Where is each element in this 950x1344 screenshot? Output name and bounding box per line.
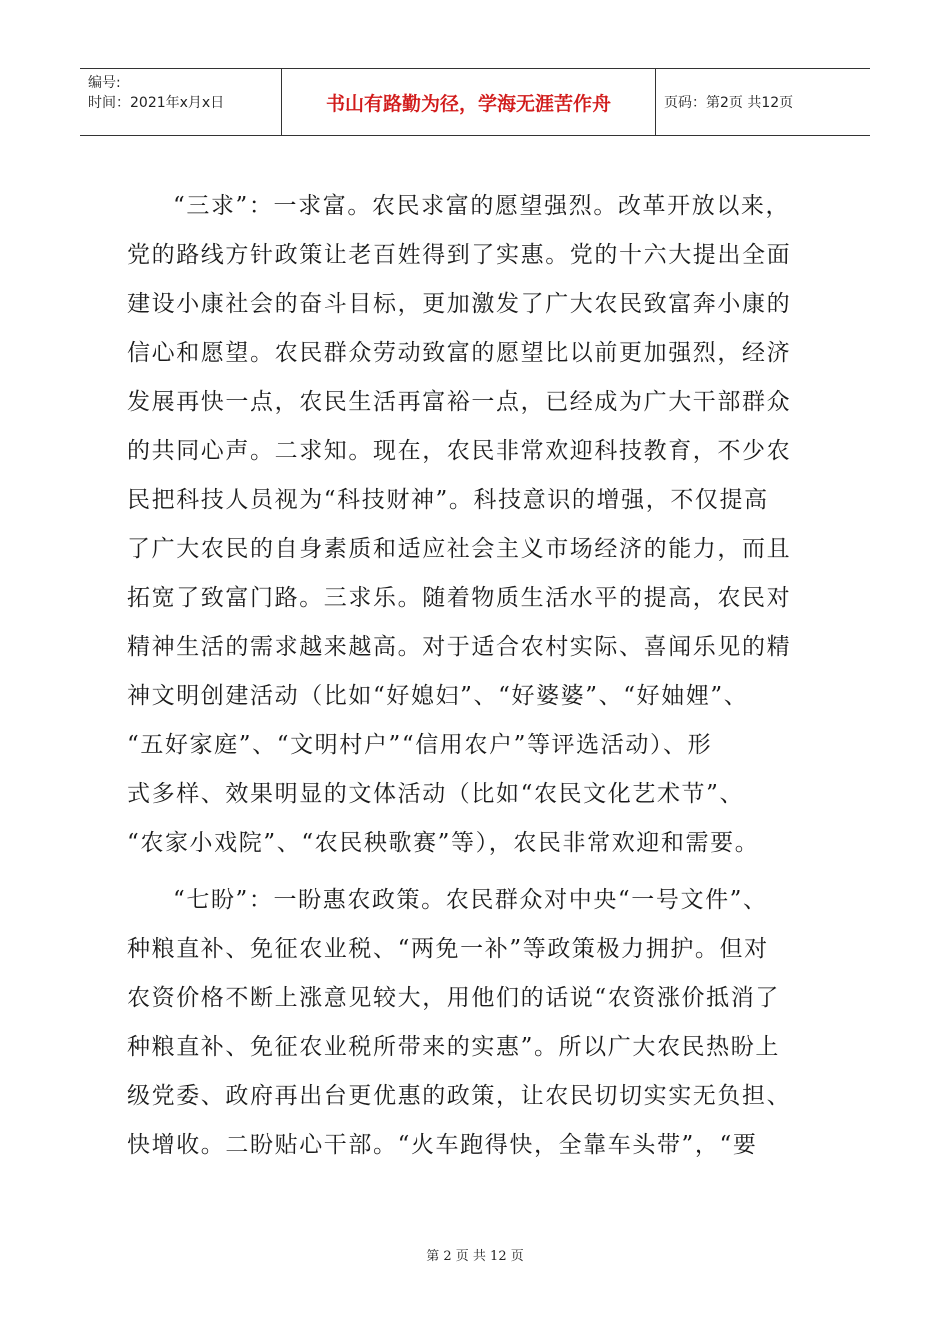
page-footer: 第 2 页 共 12 页 xyxy=(426,1249,524,1264)
header-meta xyxy=(80,69,282,135)
text-line: 神文明创建活动（比如“好媳妇”、“好婆婆”、“好妯娌”、 xyxy=(127,683,749,709)
text-line: 式多样、效果明显的文体活动（比如“农民文化艺术节”、 xyxy=(127,781,745,807)
text-line: “三求”：一求富。农民求富的愿望强烈。改革开放以来， xyxy=(173,193,791,219)
document-body xyxy=(127,182,827,1170)
text-line: “农家小戏院”、“农民秧歌赛”等），农民非常欢迎和需要。 xyxy=(127,830,760,856)
text-line: 级党委、政府再出台更优惠的政策，让农民切切实实无负担、 xyxy=(127,1083,792,1109)
text-line: 党的路线方针政策让老百姓得到了实惠。党的十六大提出全面 xyxy=(127,242,792,268)
text-line: 建设小康社会的奋斗目标，更加激发了广大农民致富奔小康的 xyxy=(127,291,792,317)
text-line: 民把科技人员视为“科技财神”。科技意识的增强，不仅提高 xyxy=(127,487,769,513)
header-number-label: 编号: xyxy=(88,75,121,91)
text-line: 种粮直补、免征农业税、“两免一补”等政策极力拥护。但对 xyxy=(127,936,769,962)
text-line: 的共同心声。二求知。现在，农民非常欢迎科技教育，不少农 xyxy=(127,438,792,464)
text-line: 精神生活的需求越来越高。对于适合农村实际、喜闻乐见的精 xyxy=(127,634,792,660)
paragraph-gap xyxy=(127,868,827,876)
text-line: 发展再快一点，农民生活再富裕一点，已经成为广大干部群众 xyxy=(127,389,792,415)
paragraph xyxy=(127,876,827,1170)
text-line: “五好家庭”、“文明村户”“信用农户”等评选活动）、形 xyxy=(127,732,713,758)
text-line: “七盼”：一盼惠农政策。农民群众对中央“一号文件”、 xyxy=(173,887,768,913)
text-line: 快增收。二盼贴心干部。“火车跑得快，全靠车头带”，“要 xyxy=(127,1132,758,1158)
paragraph xyxy=(127,182,827,868)
text-line: 拓宽了致富门路。三求乐。随着物质生活水平的提高，农民对 xyxy=(127,585,792,611)
text-line: 农资价格不断上涨意见较大，用他们的话说“农资涨价抵消了 xyxy=(127,985,780,1011)
header-motto: 书山有路勤为径，学海无涯苦作舟 xyxy=(282,69,656,135)
text-line: 信心和愿望。农民群众劳动致富的愿望比以前更加强烈，经济 xyxy=(127,340,792,366)
header-date: 时间：2021年x月x日 xyxy=(88,95,225,111)
text-line: 了广大农民的自身素质和适应社会主义市场经济的能力，而且 xyxy=(127,536,792,562)
page-header xyxy=(80,68,870,136)
header-page-info: 页码：第2页 共12页 xyxy=(664,95,794,111)
text-line: 种粮直补、免征农业税所带来的实惠”。所以广大农民热盼上 xyxy=(127,1034,780,1060)
